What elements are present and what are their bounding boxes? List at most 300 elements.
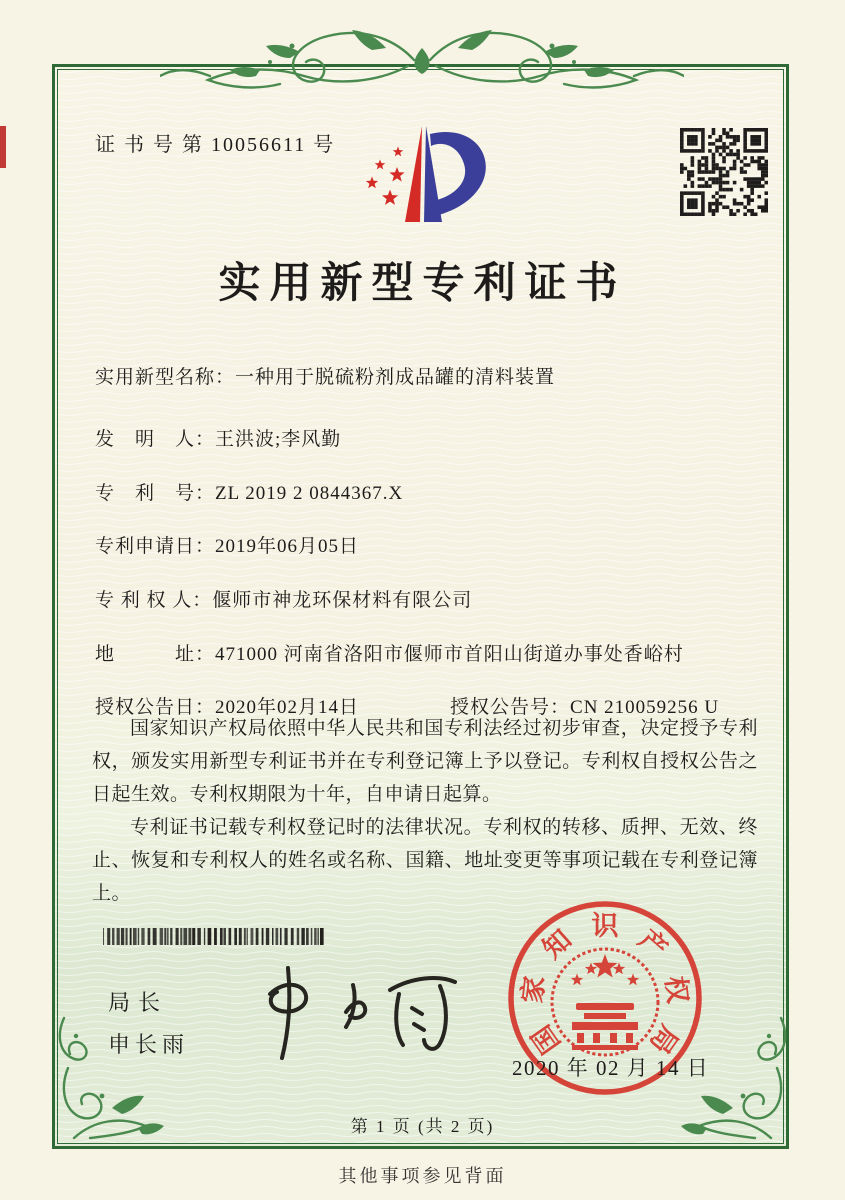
qr-module xyxy=(733,167,737,171)
qr-module xyxy=(750,177,754,181)
qr-module xyxy=(726,174,730,178)
barcode-bar xyxy=(214,928,217,945)
qr-module xyxy=(743,146,747,150)
qr-module xyxy=(729,153,733,157)
qr-module xyxy=(750,191,754,195)
qr-module xyxy=(750,209,754,213)
qr-module xyxy=(680,167,684,171)
qr-module xyxy=(687,177,691,181)
qr-module xyxy=(764,142,768,146)
barcode-bar xyxy=(244,928,246,945)
qr-module xyxy=(719,153,723,157)
qr-module xyxy=(691,156,695,160)
qr-module xyxy=(764,149,768,153)
qr-module xyxy=(754,149,758,153)
qr-module xyxy=(708,142,712,146)
qr-module xyxy=(687,149,691,153)
qr-module xyxy=(691,174,695,178)
barcode-bar xyxy=(314,928,316,945)
qr-module xyxy=(698,212,702,216)
qr-module xyxy=(691,191,695,195)
qr-module xyxy=(701,184,705,188)
qr-module xyxy=(715,149,719,153)
qr-module xyxy=(754,181,758,185)
qr-module xyxy=(729,212,733,216)
certificate-number: 证 书 号 第 10056611 号 xyxy=(95,134,336,156)
qr-module xyxy=(712,128,716,132)
qr-module xyxy=(698,177,702,181)
barcode-bar xyxy=(167,928,168,945)
qr-module xyxy=(750,139,754,143)
qr-module xyxy=(705,156,709,160)
qr-module xyxy=(726,181,730,185)
qr-module xyxy=(680,202,684,206)
qr-module xyxy=(743,142,747,146)
qr-module xyxy=(715,146,719,150)
qr-module xyxy=(726,135,730,139)
qr-module xyxy=(698,184,702,188)
qr-module xyxy=(761,170,765,174)
star-icon xyxy=(366,177,378,189)
qr-module xyxy=(694,142,698,146)
seal-date: 2020 年 02 月 14 日 xyxy=(512,1056,710,1080)
qr-module xyxy=(743,163,747,167)
qr-module xyxy=(747,195,751,199)
qr-module xyxy=(705,181,709,185)
qr-module xyxy=(691,198,695,202)
barcode-bar xyxy=(103,928,104,945)
qr-module xyxy=(747,163,751,167)
qr-module xyxy=(691,205,695,209)
field-value: 王洪波;李风勤 xyxy=(215,429,342,450)
qr-module xyxy=(680,209,684,213)
qr-module xyxy=(705,184,709,188)
qr-module xyxy=(701,135,705,139)
field-label: 实用新型名称： xyxy=(95,367,236,388)
qr-module xyxy=(712,195,716,199)
qr-module xyxy=(747,177,751,181)
qr-module xyxy=(705,170,709,174)
barcode-bar xyxy=(247,928,248,945)
qr-module xyxy=(747,209,751,213)
national-emblem-icon xyxy=(552,949,658,1055)
qr-module xyxy=(701,177,705,181)
qr-module xyxy=(698,191,702,195)
qr-module xyxy=(698,170,702,174)
barcode-bar xyxy=(133,928,137,945)
qr-module xyxy=(747,128,751,132)
qr-module xyxy=(691,163,695,167)
field-row-inventor xyxy=(95,424,341,451)
barcode-icon xyxy=(103,928,325,945)
qr-module xyxy=(712,209,716,213)
barcode-bar xyxy=(148,928,151,945)
qr-module xyxy=(694,128,698,132)
qr-module xyxy=(754,212,758,216)
field-value: 2020年02月14日 xyxy=(215,697,360,718)
qr-module xyxy=(764,191,768,195)
barcode-bar xyxy=(141,928,144,945)
qr-module xyxy=(733,198,737,202)
qr-module xyxy=(708,135,712,139)
qr-module xyxy=(701,205,705,209)
qr-module xyxy=(740,160,744,164)
barcode-bar xyxy=(180,928,182,945)
qr-module xyxy=(687,202,691,206)
qr-module xyxy=(687,142,691,146)
qr-module xyxy=(715,139,719,143)
qr-module xyxy=(722,146,726,150)
qr-module xyxy=(680,205,684,209)
qr-module xyxy=(712,163,716,167)
qr-module xyxy=(747,181,751,185)
qr-module xyxy=(712,177,716,181)
qr-module xyxy=(757,139,761,143)
barcode-bar xyxy=(223,928,226,945)
qr-module xyxy=(715,202,719,206)
field-value: CN 210059256 U xyxy=(570,697,720,718)
qr-module xyxy=(687,135,691,139)
qr-module xyxy=(733,181,737,185)
qr-module xyxy=(733,212,737,216)
legal-paragraph-1: 国家知识产权局依照中华人民共和国专利法经过初步审查，决定授予专利权，颁发实用新型专利证书并在专利登记簿上予以登记。专利权自授权公告之日起生效。专利权期限为十年，自申请日起算。 xyxy=(92,718,758,805)
page-number: 第 1 页 (共 2 页) xyxy=(350,1117,495,1136)
qr-module xyxy=(757,181,761,185)
barcode-bar xyxy=(204,928,205,945)
barcode-bar xyxy=(138,928,139,945)
star-icon xyxy=(627,974,639,986)
field-value: 一种用于脱硫粉剂成品罐的清料装置 xyxy=(235,367,556,388)
qr-module xyxy=(719,174,723,178)
qr-module xyxy=(691,139,695,143)
qr-module xyxy=(691,212,695,216)
field-value: ZL 2019 2 0844367.X xyxy=(215,483,404,504)
qr-module xyxy=(698,160,702,164)
qr-module xyxy=(712,160,716,164)
qr-module xyxy=(722,188,726,192)
qr-module xyxy=(743,149,747,153)
qr-module xyxy=(701,128,705,132)
qr-module xyxy=(733,139,737,143)
barcode-bar xyxy=(275,928,278,945)
qr-module xyxy=(708,149,712,153)
qr-module xyxy=(743,128,747,132)
star-icon xyxy=(389,167,404,182)
qr-module xyxy=(747,198,751,202)
qr-module xyxy=(764,181,768,185)
qr-module xyxy=(747,202,751,206)
barcode-bar xyxy=(306,928,309,945)
qr-module xyxy=(722,174,726,178)
qr-module xyxy=(722,142,726,146)
qr-module xyxy=(736,149,740,153)
qr-module xyxy=(680,135,684,139)
qr-module xyxy=(680,128,684,132)
qr-module xyxy=(701,209,705,213)
qr-module xyxy=(715,205,719,209)
qr-module xyxy=(764,198,768,202)
qr-module xyxy=(694,205,698,209)
qr-module xyxy=(750,212,754,216)
barcode-bar xyxy=(234,928,237,945)
seal-character: 国 xyxy=(525,1019,567,1059)
barcode-bar xyxy=(220,928,223,945)
barcode-bar xyxy=(262,928,264,945)
barcode-bar xyxy=(280,928,282,945)
barcode-bar xyxy=(284,928,287,945)
qr-module xyxy=(708,209,712,213)
qr-module xyxy=(750,149,754,153)
field-label: 授权公告号： xyxy=(450,697,571,718)
qr-module xyxy=(694,135,698,139)
qr-module xyxy=(743,132,747,136)
qr-module xyxy=(680,212,684,216)
qr-module xyxy=(754,135,758,139)
qr-module xyxy=(764,146,768,150)
qr-module xyxy=(729,128,733,132)
qr-module xyxy=(719,188,723,192)
qr-module xyxy=(712,212,716,216)
qr-module xyxy=(743,205,747,209)
qr-module xyxy=(691,149,695,153)
qr-module xyxy=(684,184,688,188)
field-label: 授权公告日： xyxy=(95,697,216,718)
qr-module xyxy=(757,149,761,153)
qr-module xyxy=(694,202,698,206)
qr-module xyxy=(764,205,768,209)
qr-module xyxy=(764,170,768,174)
qr-module xyxy=(743,195,747,199)
qr-module xyxy=(757,128,761,132)
qr-module xyxy=(680,195,684,199)
qr-module xyxy=(684,212,688,216)
qr-module xyxy=(761,209,765,213)
qr-module xyxy=(722,132,726,136)
qr-module xyxy=(740,167,744,171)
qr-module xyxy=(708,184,712,188)
qr-module xyxy=(712,181,716,185)
logo-p-bowl xyxy=(430,132,486,216)
barcode-bar xyxy=(160,928,163,945)
qr-module xyxy=(733,163,737,167)
qr-module xyxy=(736,153,740,157)
qr-module xyxy=(708,177,712,181)
barcode-bar xyxy=(229,928,232,945)
qr-module xyxy=(722,181,726,185)
barcode-bar xyxy=(164,928,166,945)
qr-module xyxy=(743,139,747,143)
seal-character: 权 xyxy=(660,974,693,1005)
barcode-bar xyxy=(112,928,114,945)
qr-module xyxy=(708,202,712,206)
barcode-bar xyxy=(107,928,110,945)
qr-module xyxy=(743,156,747,160)
qr-module xyxy=(715,181,719,185)
qr-module xyxy=(757,205,761,209)
field-value: 2019年06月05日 xyxy=(215,536,360,557)
qr-module xyxy=(712,153,716,157)
star-icon xyxy=(571,974,583,986)
cnipa-logo-icon xyxy=(350,120,510,238)
qr-module xyxy=(750,188,754,192)
barcode-bar xyxy=(239,928,242,945)
qr-module xyxy=(701,191,705,195)
star-icon xyxy=(593,954,618,978)
qr-module xyxy=(701,212,705,216)
qr-module xyxy=(740,202,744,206)
back-side-note: 其他事项参见背面 xyxy=(338,1166,507,1186)
barcode-bar xyxy=(208,928,212,945)
qr-module xyxy=(701,198,705,202)
barcode-bar xyxy=(153,928,157,945)
barcode-bar xyxy=(192,928,195,945)
qr-module xyxy=(764,135,768,139)
qr-module xyxy=(705,163,709,167)
qr-module xyxy=(743,135,747,139)
qr-module xyxy=(719,181,723,185)
qr-module xyxy=(701,202,705,206)
qr-module xyxy=(712,156,716,160)
qr-module xyxy=(712,132,716,136)
barcode-bar xyxy=(301,928,304,945)
qr-module xyxy=(757,156,761,160)
qr-module xyxy=(705,167,709,171)
qr-module xyxy=(757,177,761,181)
qr-module xyxy=(761,128,765,132)
field-value: 471000 河南省洛阳市偃师市首阳山街道办事处香峪村 xyxy=(215,644,684,665)
qr-module xyxy=(698,149,702,153)
qr-module xyxy=(757,163,761,167)
qr-module xyxy=(719,177,723,181)
qr-module xyxy=(687,170,691,174)
legal-text-block xyxy=(92,712,758,910)
qr-module xyxy=(750,156,754,160)
seal-character: 产 xyxy=(632,924,673,965)
qr-module xyxy=(715,209,719,213)
qr-module xyxy=(736,135,740,139)
barcode-bar xyxy=(188,928,191,945)
qr-module xyxy=(729,135,733,139)
qr-module xyxy=(701,195,705,199)
qr-module xyxy=(726,132,730,136)
qr-module xyxy=(747,184,751,188)
field-label: 专利申请日： xyxy=(95,536,216,557)
field-row-patent-number xyxy=(95,478,403,505)
qr-module xyxy=(764,209,768,213)
qr-module xyxy=(684,167,688,171)
qr-module xyxy=(761,174,765,178)
qr-module xyxy=(761,156,765,160)
qr-module xyxy=(722,205,726,209)
qr-module xyxy=(729,167,733,171)
qr-module xyxy=(722,156,726,160)
qr-module xyxy=(691,142,695,146)
qr-module xyxy=(722,128,726,132)
qr-module xyxy=(761,205,765,209)
qr-module xyxy=(740,188,744,192)
barcode-bar xyxy=(317,928,319,945)
qr-module xyxy=(736,209,740,213)
qr-module xyxy=(750,160,754,164)
qr-module xyxy=(680,198,684,202)
field-row-name xyxy=(95,362,555,389)
qr-module xyxy=(719,170,723,174)
qr-module xyxy=(715,191,719,195)
qr-module xyxy=(722,195,726,199)
qr-module xyxy=(764,128,768,132)
barcode-bar xyxy=(251,928,254,945)
qr-module xyxy=(722,149,726,153)
qr-module xyxy=(712,202,716,206)
qr-module xyxy=(750,198,754,202)
barcode-bar xyxy=(266,928,269,945)
qr-module xyxy=(715,167,719,171)
qr-module xyxy=(684,191,688,195)
qr-module xyxy=(754,177,758,181)
qr-module xyxy=(729,142,733,146)
field-label: 专 利 号： xyxy=(95,483,216,504)
qr-module xyxy=(684,128,688,132)
qr-module xyxy=(701,142,705,146)
qr-module xyxy=(754,128,758,132)
qr-module xyxy=(726,205,730,209)
qr-module xyxy=(719,135,723,139)
barcode-bar xyxy=(170,928,172,945)
qr-module xyxy=(743,177,747,181)
field-row-filing-date xyxy=(95,531,359,558)
qr-module xyxy=(691,128,695,132)
qr-module xyxy=(726,188,730,192)
qr-module xyxy=(719,195,723,199)
qr-module xyxy=(694,149,698,153)
qr-module xyxy=(687,128,691,132)
barcode-bar xyxy=(311,928,313,945)
star-icon xyxy=(393,147,403,157)
qr-module xyxy=(761,163,765,167)
qr-module xyxy=(715,198,719,202)
field-row-patentee xyxy=(95,585,472,612)
qr-module xyxy=(698,167,702,171)
qr-module xyxy=(712,142,716,146)
barcode-bar xyxy=(320,928,324,945)
qr-module xyxy=(764,202,768,206)
barcode-bar xyxy=(183,928,187,945)
qr-module xyxy=(754,160,758,164)
qr-module xyxy=(733,160,737,164)
qr-module xyxy=(687,198,691,202)
qr-module xyxy=(733,135,737,139)
qr-module xyxy=(743,212,747,216)
barcode-bar xyxy=(291,928,294,945)
qr-module xyxy=(708,205,712,209)
qr-module xyxy=(698,128,702,132)
officer-name: 申长雨 xyxy=(108,1032,190,1057)
qr-module xyxy=(764,163,768,167)
qr-module xyxy=(726,146,730,150)
qr-module xyxy=(726,170,730,174)
qr-module xyxy=(750,184,754,188)
qr-module xyxy=(733,202,737,206)
qr-module xyxy=(680,139,684,143)
qr-module xyxy=(719,167,723,171)
qr-module xyxy=(680,163,684,167)
qr-module xyxy=(687,212,691,216)
certificate-title: 实用新型专利证书 xyxy=(218,261,627,307)
barcode-bar xyxy=(197,928,200,945)
field-label: 地 址： xyxy=(95,644,216,665)
qr-module xyxy=(705,160,709,164)
qr-module xyxy=(694,139,698,143)
